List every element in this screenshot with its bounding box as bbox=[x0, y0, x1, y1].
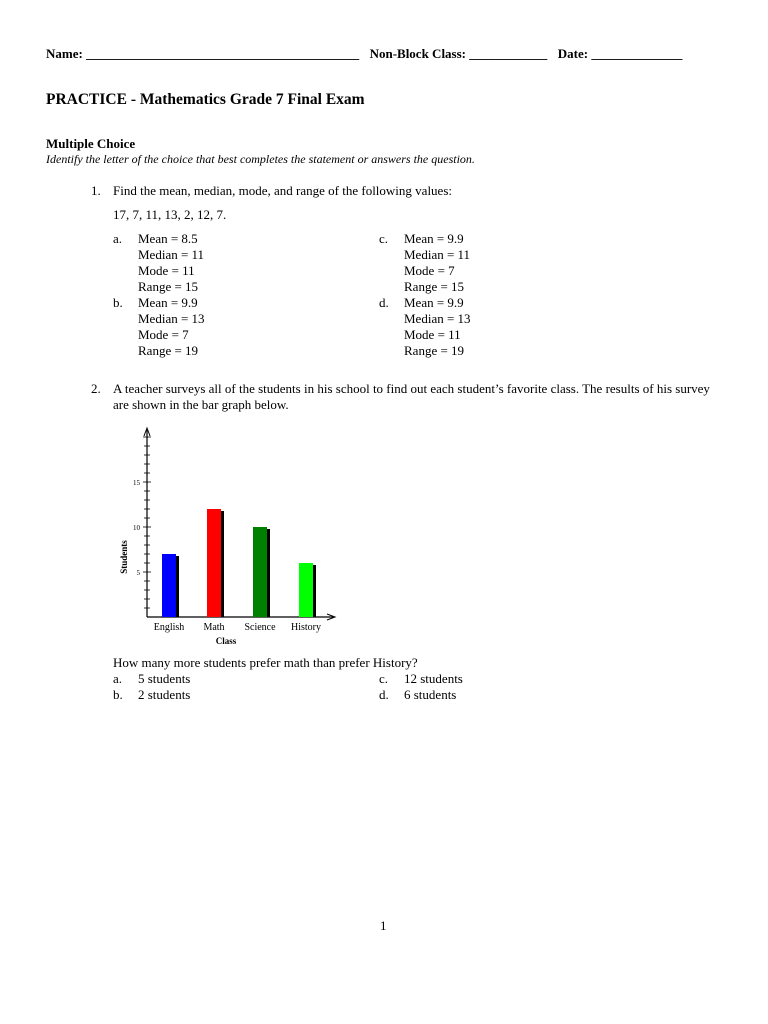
q1-option-c-line: Mode = 7 bbox=[404, 263, 455, 278]
q1-option-d-line: Median = 13 bbox=[404, 311, 471, 326]
q1-option-a-line: Median = 11 bbox=[138, 247, 205, 262]
bar-history bbox=[299, 563, 313, 617]
name-field[interactable]: __________________________________________ bbox=[86, 46, 360, 61]
q1-option-d-line: Mode = 11 bbox=[404, 327, 461, 342]
q2-option-b[interactable]: 2 students bbox=[138, 687, 191, 702]
q2-option-a-letter[interactable]: a. bbox=[113, 671, 123, 686]
section-title: Multiple Choice bbox=[46, 136, 136, 151]
q2-option-d-letter[interactable]: d. bbox=[379, 687, 389, 702]
header-line bbox=[46, 46, 682, 62]
q1-option-b-letter[interactable]: b. bbox=[113, 295, 123, 310]
x-tick-label: Science bbox=[244, 622, 276, 633]
name-label: Name: bbox=[46, 46, 83, 61]
q2-option-c[interactable]: 12 students bbox=[404, 671, 463, 686]
q1-option-b-line: Mode = 7 bbox=[138, 327, 189, 342]
y-tick-label: 15 bbox=[133, 479, 140, 487]
q1-option-b-line: Mean = 9.9 bbox=[138, 295, 198, 310]
date-field[interactable]: ______________ bbox=[591, 46, 683, 61]
q1-option-d-line: Range = 19 bbox=[404, 343, 465, 358]
q1-values: 17, 7, 11, 13, 2, 12, 7. bbox=[113, 207, 227, 222]
class-label: Non-Block Class: bbox=[369, 46, 467, 61]
q1-option-b[interactable] bbox=[138, 295, 205, 359]
y-tick-label: 10 bbox=[133, 524, 140, 532]
q1-option-c[interactable] bbox=[404, 231, 470, 295]
y-axis-title: Students bbox=[119, 540, 129, 574]
q1-option-c-letter[interactable]: c. bbox=[379, 231, 389, 246]
bar-english bbox=[162, 554, 176, 617]
q2-number: 2. bbox=[91, 381, 101, 396]
q1-option-a[interactable] bbox=[138, 231, 204, 295]
bar-math bbox=[207, 509, 221, 617]
x-axis-title: Class bbox=[215, 636, 237, 646]
section-instructions: Identify the letter of the choice that best completes the statement or answers the question. bbox=[46, 152, 475, 166]
q2-option-b-letter[interactable]: b. bbox=[113, 687, 123, 702]
page-number: 1 bbox=[380, 918, 387, 933]
q2-text: A teacher surveys all of the students in his school to find out each student’s favorite class. The results of his survey are shown in the bar graph below. bbox=[113, 381, 710, 412]
q1-option-a-letter[interactable]: a. bbox=[113, 231, 123, 246]
q1-option-a-line: Mode = 11 bbox=[138, 263, 195, 278]
q2-option-a[interactable]: 5 students bbox=[138, 671, 191, 686]
bar-science bbox=[253, 527, 267, 617]
q1-option-a-line: Mean = 8.5 bbox=[138, 231, 198, 246]
chart-bars bbox=[162, 509, 316, 617]
q1-option-c-line: Median = 11 bbox=[404, 247, 471, 262]
page-title: PRACTICE - Mathematics Grade 7 Final Exam bbox=[46, 91, 365, 108]
class-field[interactable]: ____________ bbox=[469, 46, 548, 61]
q1-option-d-line: Mean = 9.9 bbox=[404, 295, 464, 310]
date-label: Date: bbox=[557, 46, 589, 61]
q1-option-d-letter[interactable]: d. bbox=[379, 295, 389, 310]
x-tick-label: History bbox=[291, 622, 321, 633]
q1-option-d[interactable] bbox=[404, 295, 471, 359]
q1-option-b-line: Median = 13 bbox=[138, 311, 205, 326]
q2-option-d[interactable]: 6 students bbox=[404, 687, 457, 702]
x-tick-label: English bbox=[153, 622, 185, 633]
q2-question: How many more students prefer math than prefer History? bbox=[113, 655, 418, 670]
q1-option-c-line: Mean = 9.9 bbox=[404, 231, 464, 246]
q1-text: Find the mean, median, mode, and range of the following values: bbox=[113, 183, 452, 198]
x-tick-label: Math bbox=[203, 622, 225, 633]
q1-option-c-line: Range = 15 bbox=[404, 279, 465, 294]
q1-option-b-line: Range = 19 bbox=[138, 343, 199, 358]
q1-number: 1. bbox=[91, 183, 101, 198]
q1-option-a-line: Range = 15 bbox=[138, 279, 199, 294]
y-tick-label: 5 bbox=[136, 569, 140, 577]
bar-chart bbox=[110, 420, 350, 655]
q2-option-c-letter[interactable]: c. bbox=[379, 671, 389, 686]
